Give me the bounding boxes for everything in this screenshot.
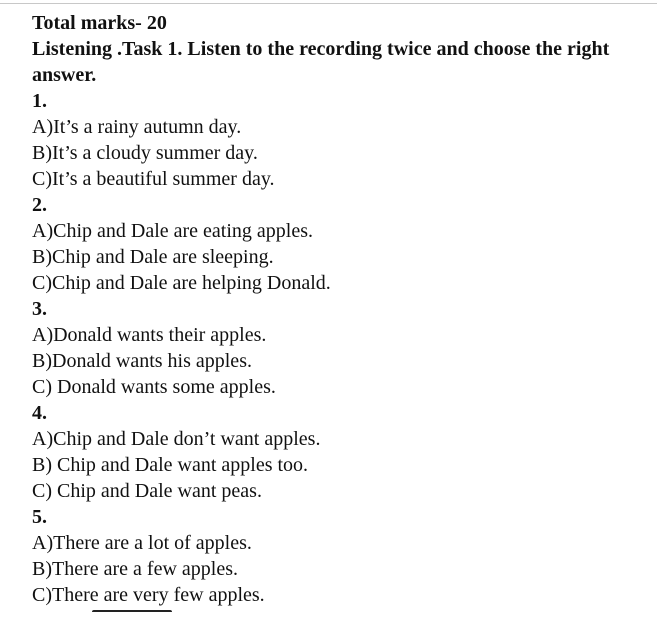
question-number: 1. — [32, 90, 47, 112]
answer-option: B) Chip and Dale want apples too. — [32, 454, 309, 476]
answer-option: A)Chip and Dale don’t want apples. — [32, 428, 321, 450]
answer-option: C)It’s a beautiful summer day. — [32, 168, 275, 190]
question-5 — [32, 504, 642, 608]
question-number: 5. — [32, 506, 47, 528]
task-title: Listening .Task 1. Listen to the recording twice and choose the right answer. — [32, 38, 610, 86]
answer-option: B)It’s a cloudy summer day. — [32, 142, 258, 164]
question-number: 2. — [32, 194, 47, 216]
answer-option: A)It’s a rainy autumn day. — [32, 116, 242, 138]
answer-option: C)There are very few apples. — [32, 584, 265, 606]
answer-option: B)Donald wants his apples. — [32, 350, 252, 372]
answer-option: A)There are a lot of apples. — [32, 532, 252, 554]
answer-option: B)Chip and Dale are sleeping. — [32, 246, 274, 268]
question-number: 4. — [32, 402, 47, 424]
cropped-next-line — [92, 610, 172, 618]
answer-option: C)Chip and Dale are helping Donald. — [32, 272, 331, 294]
answer-option: C) Chip and Dale want peas. — [32, 480, 262, 502]
answer-option: C) Donald wants some apples. — [32, 376, 276, 398]
top-divider — [0, 3, 657, 4]
question-1 — [32, 88, 642, 192]
worksheet — [32, 10, 642, 608]
answer-option: B)There are a few apples. — [32, 558, 238, 580]
question-2 — [32, 192, 642, 296]
cropped-text-fragment — [92, 610, 172, 615]
answer-option: A)Donald wants their apples. — [32, 324, 267, 346]
answer-option: A)Chip and Dale are eating apples. — [32, 220, 314, 242]
total-marks: Total marks- 20 — [32, 12, 167, 34]
question-number: 3. — [32, 298, 47, 320]
question-4 — [32, 400, 642, 504]
question-3 — [32, 296, 642, 400]
